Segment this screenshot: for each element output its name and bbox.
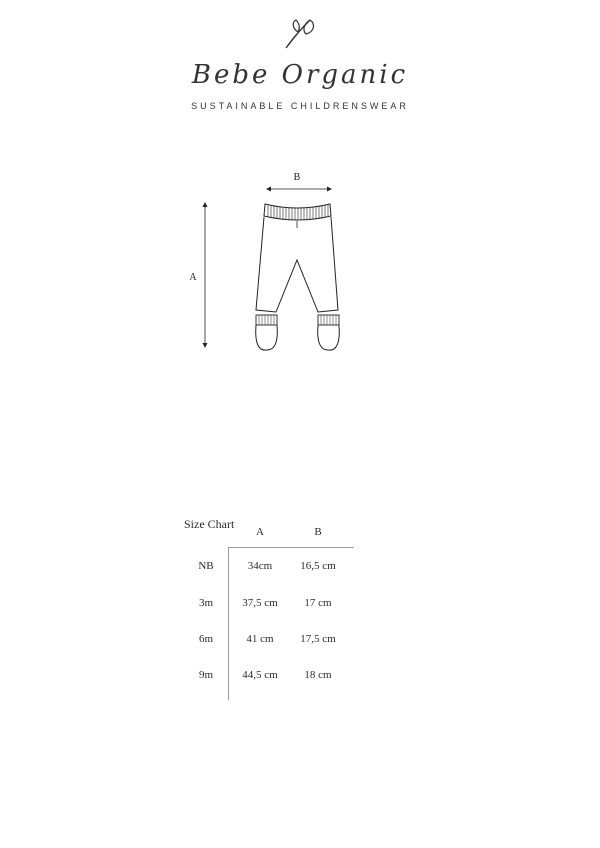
row-value-a: 34cm xyxy=(247,560,273,572)
size-chart-title: Size Chart xyxy=(184,517,235,531)
row-size-label: 6m xyxy=(198,633,214,645)
row-size-label: 3m xyxy=(198,597,214,609)
pants-measurement-diagram xyxy=(180,160,380,360)
left-cuff xyxy=(256,315,278,350)
row-size-label: 9m xyxy=(198,669,214,681)
column-header-b: B xyxy=(314,526,322,538)
row-value-b: 17 cm xyxy=(304,597,332,609)
row-value-b: 16,5 cm xyxy=(300,560,336,572)
right-cuff xyxy=(318,315,340,350)
dimension-label-a: A xyxy=(189,272,197,283)
pants-outline xyxy=(256,217,338,312)
row-value-b: 17,5 cm xyxy=(300,633,336,645)
row-value-a: 37,5 cm xyxy=(242,597,278,609)
header-divider xyxy=(228,547,354,548)
row-value-a: 44,5 cm xyxy=(242,669,278,681)
leaf-icon xyxy=(276,16,324,50)
row-value-b: 18 cm xyxy=(304,669,332,681)
size-chart-table xyxy=(180,512,370,702)
row-value-a: 41 cm xyxy=(246,633,274,645)
column-divider xyxy=(228,548,229,700)
brand-tagline: SUSTAINABLE CHILDRENSWEAR xyxy=(191,101,409,111)
row-size-label: NB xyxy=(198,560,214,572)
dimension-label-b: B xyxy=(293,172,301,183)
waistband xyxy=(264,204,331,220)
brand-name: Bebe Organic xyxy=(191,60,409,90)
column-header-a: A xyxy=(256,526,264,538)
